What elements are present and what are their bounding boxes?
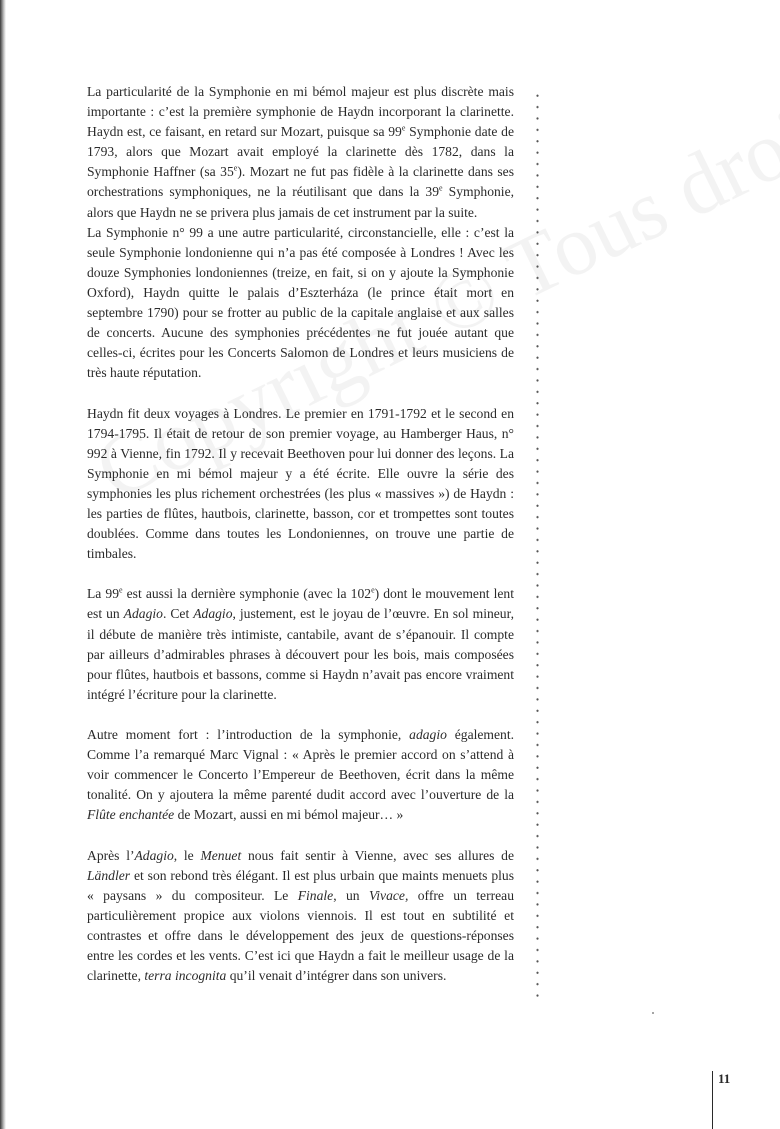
superscript: e	[439, 183, 443, 193]
italic-term: Menuet	[200, 847, 242, 863]
text-run: Symphonie, alors que Haydn ne se privera plus jamais de cet instrument par la suite.	[87, 184, 514, 220]
italic-term: terra incognita	[144, 968, 227, 984]
superscript: e	[401, 123, 406, 133]
text-run: La 99	[87, 586, 120, 602]
text-run: également. Comme l’a remarqué Marc Vignal : « Après le premier accord on s’attend à voir commencer le Concerto l’Empereur de Beethoven, écrit dans la même tonalité. On y ajoutera la même parenté dudit accord avec l’ouverture de la	[87, 727, 515, 803]
superscript: e	[119, 585, 123, 595]
text-run: est aussi la dernière symphonie (avec la 102	[122, 586, 372, 602]
italic-term: adagio	[409, 727, 447, 742]
page-number: 11	[712, 1071, 740, 1129]
text-run: Autre moment fort : l’introduction de la symphonie,	[87, 727, 410, 742]
italic-term: Adagio	[193, 606, 233, 622]
page-edge	[0, 0, 6, 1129]
paragraph-p3	[87, 404, 514, 565]
paragraph-p5	[87, 725, 514, 825]
italic-term: Vivace,	[368, 887, 409, 903]
paragraph-p4	[87, 584, 514, 705]
text-run: Après l’	[87, 847, 135, 863]
text-run: . Cet	[162, 606, 194, 622]
italic-term: Adagio	[134, 847, 174, 863]
text-run: , un	[333, 887, 369, 903]
italic-term: Ländler	[87, 867, 131, 883]
italic-term: Flûte enchantée	[87, 807, 175, 823]
text-run: et son rebond très élégant. Il est plus urbain que maints menuets plus « paysans » du compositeur. Le	[87, 867, 514, 903]
article-body	[87, 82, 514, 986]
text-run: offre un terreau particulièrement propice aux violons viennois. Il est tout en subtilité et contrastes et offre dans le développement des jeux de questions-réponses entre les cordes et les vents. C’est ici que Haydn a fait le meilleur usage de la clarinette,	[87, 887, 514, 984]
text-run: , le	[173, 847, 201, 863]
paragraph-p6	[87, 846, 514, 987]
text-run: , justement, est le joyau de l’œuvre. En sol mineur, il débute de manière très intimiste, cantabile, avant de s’épanouir. Il compte par ailleurs d’admirables phrases à découvert pour les bois, mais composées pour flûtes, hautbois et bassons, comme si Haydn n’avait pas encore vraiment intégré l’écriture pour la clarinette.	[87, 606, 514, 702]
text-run: de Mozart, aussi en mi bémol majeur… »	[174, 807, 404, 823]
text-run: Haydn fit deux voyages à Londres. Le premier en 1791-1792 et le second en 1794-1795. Il était de retour de son premier voyage, au Hamberger Haus, n° 992 à Vienne, fin 1792. Il y recevait Beethoven pour lui donner des leçons. La Symphonie en mi bémol majeur y a été écrite. Elle ouvre la série des symphonies les plus richement orchestrées (les plus « massives ») de Haydn : les parties de flûtes, hautbois, clarinette, basson, cor et trompettes sont toutes doublées. Comme dans toutes les Londoniennes, on trouve une partie de timbales.	[87, 405, 514, 562]
italic-term: Adagio	[123, 606, 163, 622]
text-run: La particularité de la Symphonie en mi bémol majeur est plus discrète mais importante : c’est la première symphonie de Haydn incorporant la clarinette. Haydn est, ce faisant, en retard sur Mozart, puisque sa 99	[87, 84, 514, 140]
text-run: ) dont le mouvement lent est un	[87, 586, 514, 622]
italic-term: Finale	[297, 887, 334, 903]
text-run: Symphonie date de 1793, alors que Mozart avait employé la clarinette dès 1782, dans la Symphonie Haffner (sa 35	[87, 124, 514, 180]
text-run: ). Mozart ne fut pas fidèle à la clarinette dans ses orchestrations symphoniques, ne la réutilisant que dans la 39	[87, 164, 514, 200]
paragraph-p2	[87, 223, 514, 384]
superscript: e	[233, 163, 238, 173]
print-speck	[652, 1012, 654, 1014]
dotted-margin-rule	[536, 90, 539, 1002]
text-run: qu’il venait d’intégrer dans son univers.	[226, 968, 447, 984]
paragraph-p1	[87, 82, 514, 223]
text-run: nous fait sentir à Vienne, avec ses allures de	[241, 847, 514, 863]
superscript: e	[371, 585, 375, 595]
text-run: La Symphonie n° 99 a une autre particularité, circonstancielle, elle : c’est la seule Symphonie londonienne qui n’a pas été composée à Londres ! Avec les douze Symphonies londoniennes (treize, en fait, si on y ajoute la Symphonie Oxford), Haydn quitte le palais d’Eszterháza (le prince était mort en septembre 1790) pour se frotter au public de la capitale anglaise et aux salles de concerts. Aucune des symphonies précédentes ne fut jouée autant que celles-ci, écrites pour les Concerts Salomon de Londres et leurs musiciens de très haute réputation.	[87, 224, 514, 381]
